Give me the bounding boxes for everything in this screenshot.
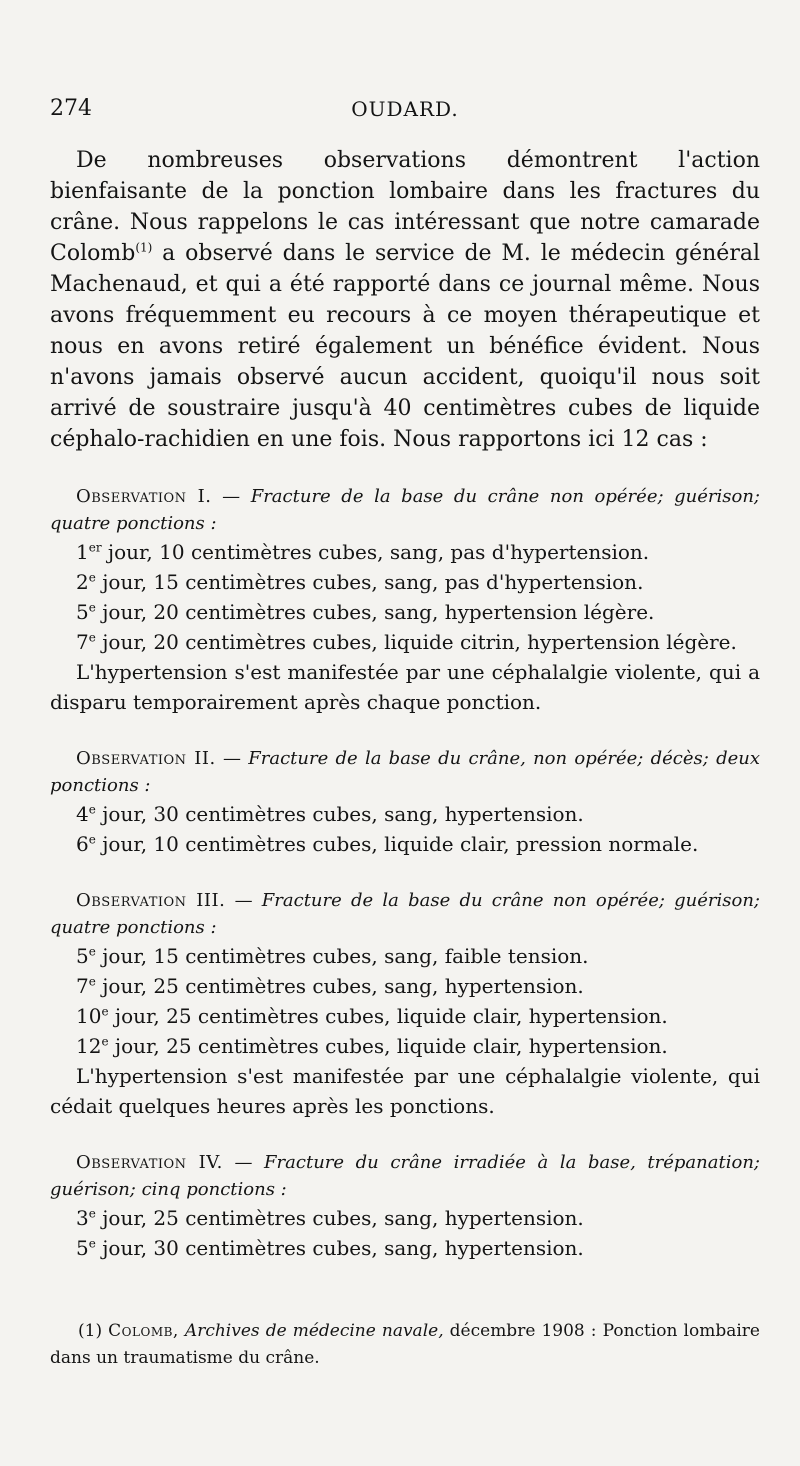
- observation-title: — Fracture de la base du crâne, non opérée; décès; deux ponctions :: [50, 748, 760, 796]
- page-body: [50, 145, 760, 1263]
- observation-label: Observation III.: [76, 890, 226, 911]
- observation-heading: [50, 483, 760, 537]
- list-item: 12e jour, 25 centimètres cubes, liquide clair, hypertension.: [76, 1034, 668, 1058]
- observation-4: [50, 1149, 760, 1263]
- list-item: 4e jour, 30 centimètres cubes, sang, hypertension.: [76, 802, 584, 826]
- observation-title: — Fracture de la base du crâne non opérée; guérison; quatre ponctions :: [50, 486, 760, 534]
- observation-3: [50, 887, 760, 1121]
- observation-label: Observation II.: [76, 748, 216, 769]
- footnote-author: Colomb,: [108, 1321, 179, 1341]
- intro-text-before: De nombreuses observations démontrent l'action bienfaisante de la ponction lombaire dans les fractures du crâne. Nous rappelons le cas intéressant que notre camarade Colomb: [50, 148, 760, 266]
- list-item: 5e jour, 15 centimètres cubes, sang, faible tension.: [76, 944, 589, 968]
- list-item: 3e jour, 25 centimètres cubes, sang, hypertension.: [76, 1206, 584, 1230]
- footnote-journal: Archives de médecine navale,: [184, 1321, 444, 1341]
- observation-1: [50, 483, 760, 717]
- observation-heading: [50, 1149, 760, 1203]
- observation-heading: [50, 887, 760, 941]
- list-item: 6e jour, 10 centimètres cubes, liquide clair, pression normale.: [76, 832, 699, 856]
- intro-paragraph: [50, 145, 760, 455]
- page-number: 274: [50, 96, 92, 121]
- footnote-text: décembre 1908 : Ponction lombaire dans un traumatisme du crâne.: [50, 1321, 760, 1368]
- list-item: 7e jour, 25 centimètres cubes, sang, hypertension.: [76, 974, 584, 998]
- footnote-reference: (1): [135, 240, 153, 255]
- observation-remark: L'hypertension s'est manifestée par une céphalalgie violente, qui a disparu temporairement après chaque ponction.: [50, 660, 760, 714]
- intro-text-after: a observé dans le service de M. le médecin général Machenaud, et qui a été rapporté dans ce journal même. Nous avons fréquemment eu recours à ce moyen thérapeutique et nous en avons retiré également un bénéfice évident. Nous n'avons jamais observé aucun accident, quoiqu'il nous soit arrivé de soustraire jusqu'à 40 centimètres cubes de liquide céphalo-rachidien en une fois. Nous rapportons ici 12 cas :: [50, 241, 760, 452]
- observation-remark: L'hypertension s'est manifestée par une céphalalgie violente, qui cédait quelques heures après les ponctions.: [50, 1064, 760, 1118]
- list-item: 5e jour, 30 centimètres cubes, sang, hypertension.: [76, 1236, 584, 1260]
- observation-heading: [50, 745, 760, 799]
- page-header: [50, 96, 760, 128]
- observation-label: Observation IV.: [76, 1152, 223, 1173]
- list-item: 10e jour, 25 centimètres cubes, liquide clair, hypertension.: [76, 1004, 668, 1028]
- observation-label: Observation I.: [76, 486, 212, 507]
- footnote: [50, 1318, 760, 1372]
- observation-title: — Fracture de la base du crâne non opérée; guérison; quatre ponctions :: [50, 890, 760, 938]
- list-item: 1er jour, 10 centimètres cubes, sang, pas d'hypertension.: [76, 540, 650, 564]
- observation-title: — Fracture du crâne irradiée à la base, trépanation; guérison; cinq ponctions :: [50, 1152, 760, 1200]
- list-item: 7e jour, 20 centimètres cubes, liquide citrin, hypertension légère.: [76, 630, 737, 654]
- running-head: OUDARD.: [351, 97, 459, 121]
- footnote-marker: (1): [78, 1321, 103, 1341]
- observation-2: [50, 745, 760, 859]
- list-item: 5e jour, 20 centimètres cubes, sang, hypertension légère.: [76, 600, 655, 624]
- list-item: 2e jour, 15 centimètres cubes, sang, pas d'hypertension.: [76, 570, 644, 594]
